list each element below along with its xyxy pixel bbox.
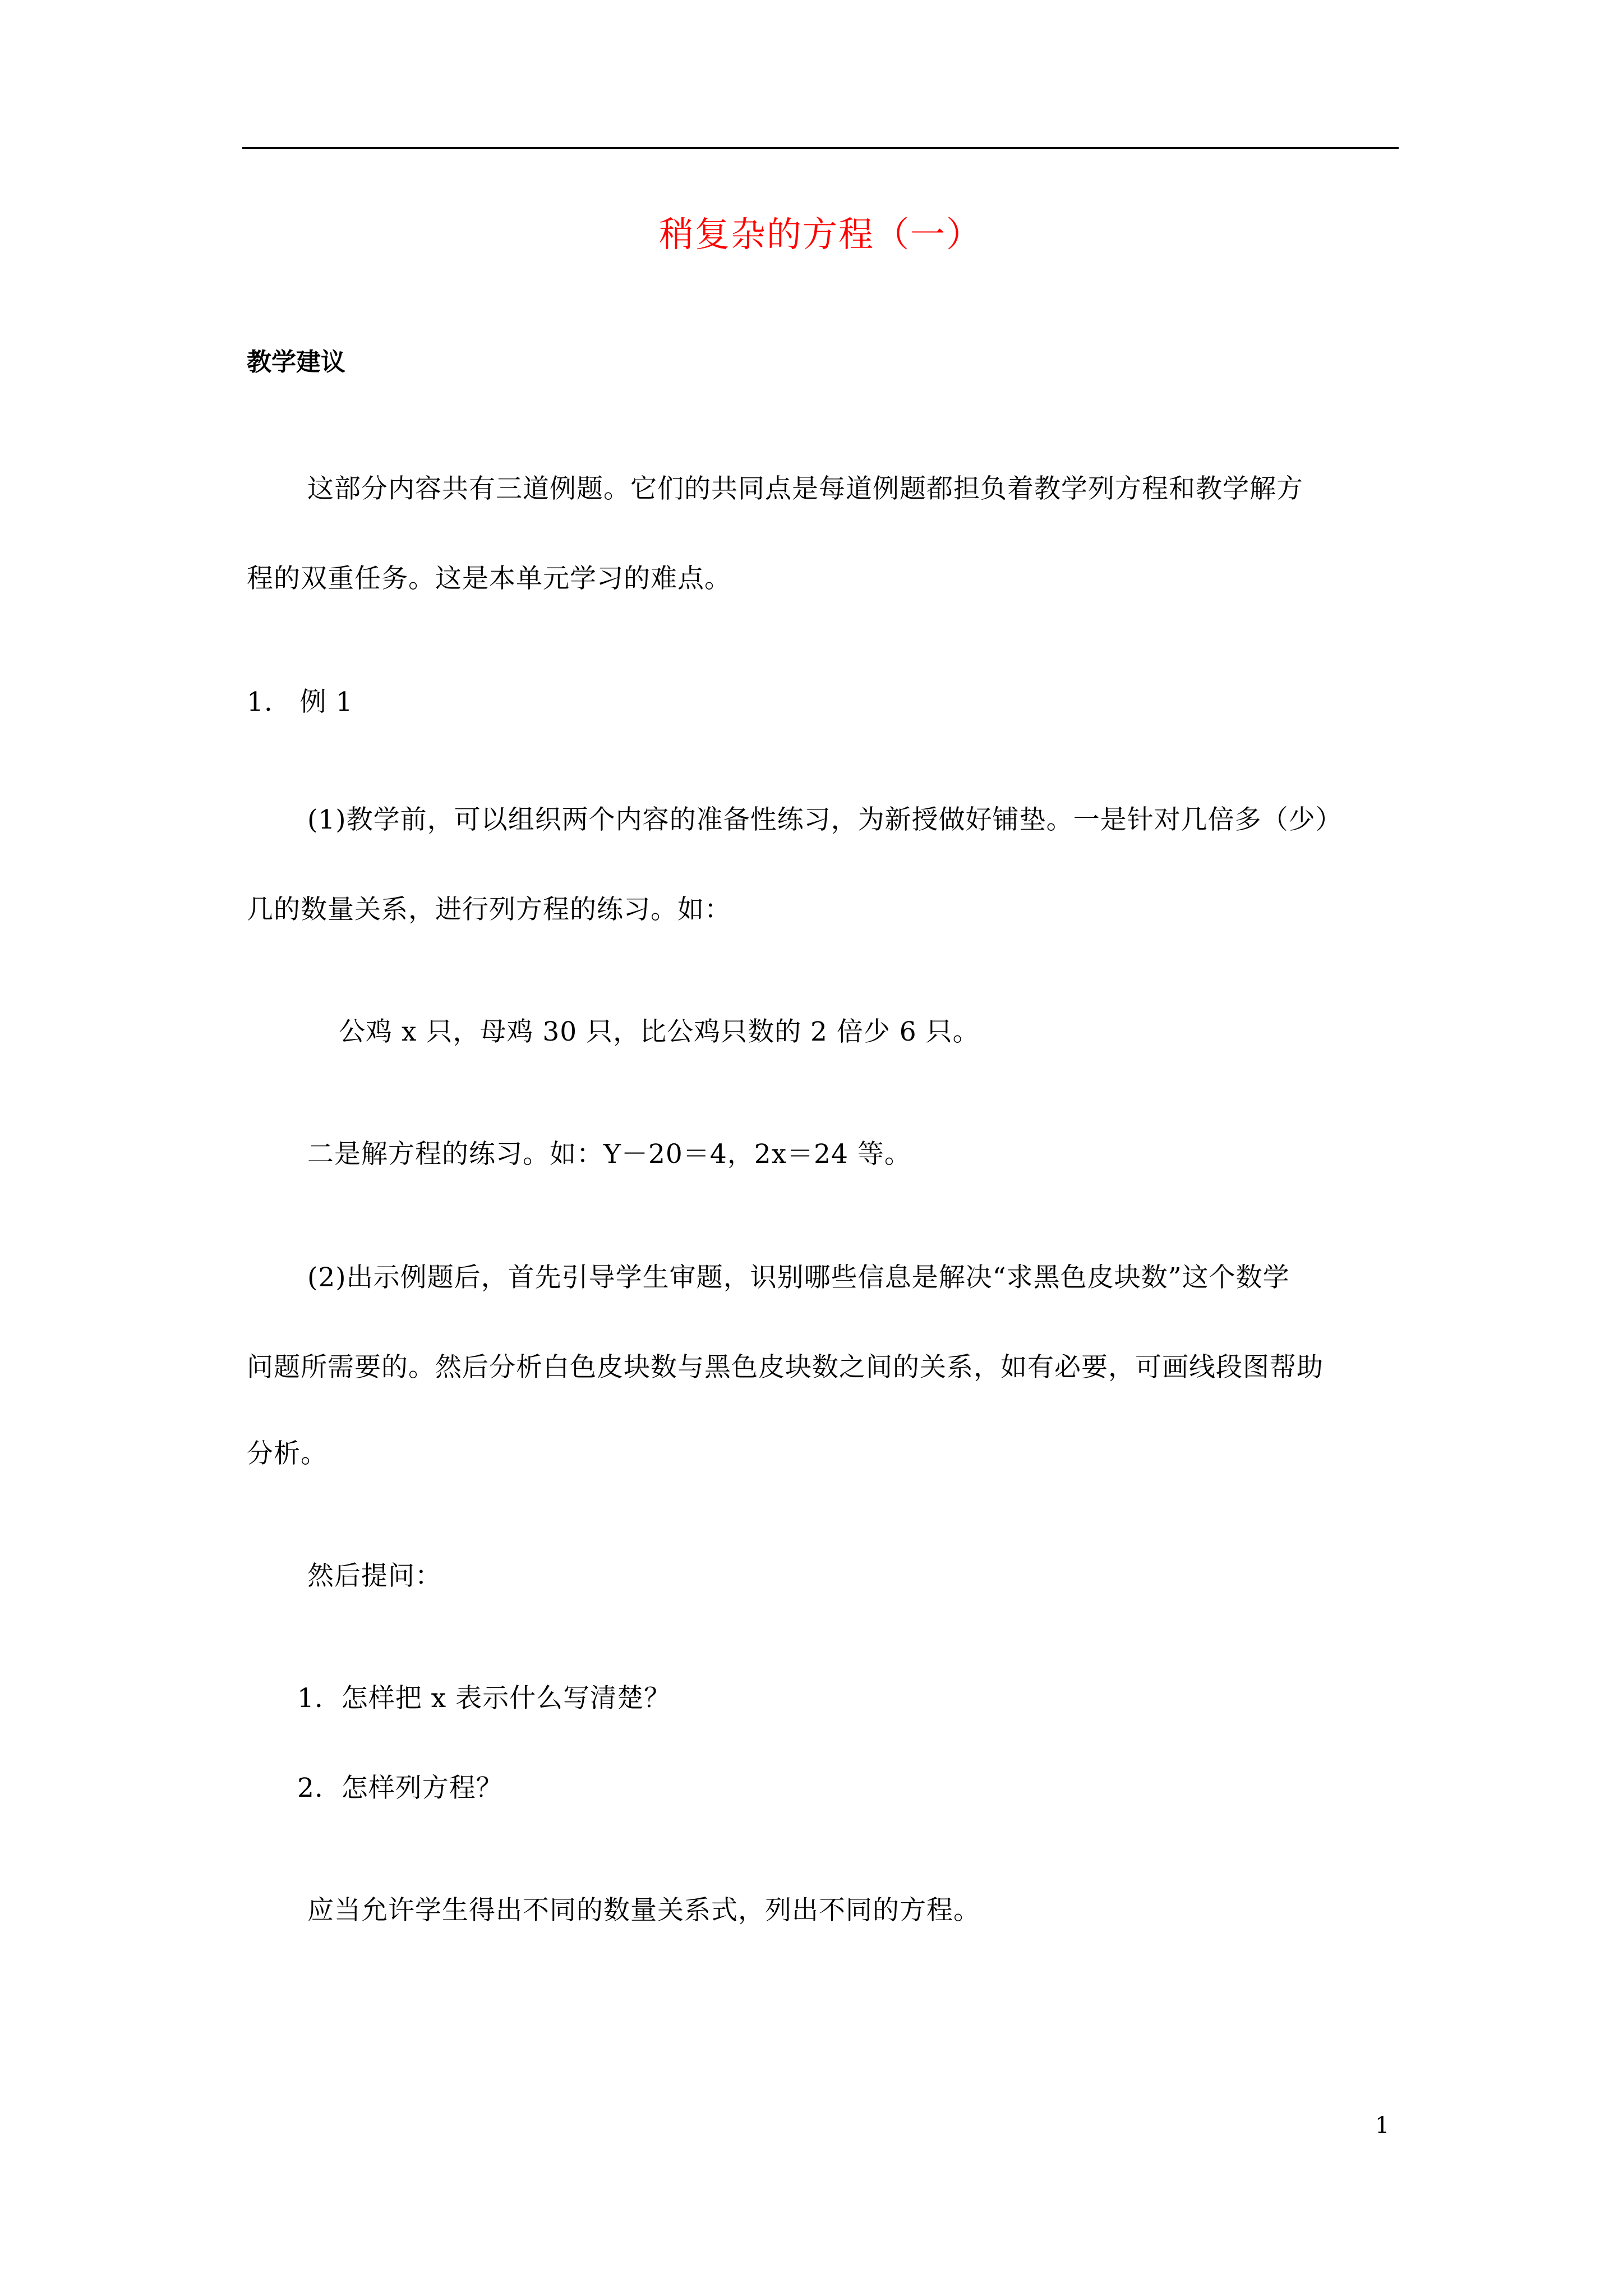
example-problem: 公鸡 x 只，母鸡 30 只，比公鸡只数的 2 倍少 6 只。 xyxy=(339,1016,980,1047)
question-2: 2. 怎样列方程？ xyxy=(297,1773,503,1803)
point-2-line-1: (2)出示例题后，首先引导学生审题，识别哪些信息是解决“求黑色皮块数”这个数学 xyxy=(307,1262,1290,1293)
equation-practice: 二是解方程的练习。如：Y－20＝4，2x＝24 等。 xyxy=(307,1139,911,1170)
example-1-heading: 1. 例 1 xyxy=(247,687,353,717)
point-1-line-2: 几的数量关系，进行列方程的练习。如： xyxy=(247,894,731,925)
point-2-line-3: 分析。 xyxy=(247,1438,328,1469)
point-1-line-1: (1)教学前，可以组织两个内容的准备性练习，为新授做好铺垫。一是针对几倍多（少） xyxy=(307,804,1343,835)
page-number: 1 xyxy=(1375,2113,1390,2138)
point-2-line-2: 问题所需要的。然后分析白色皮块数与黑色皮块数之间的关系，如有必要，可画线段图帮助 xyxy=(247,1352,1324,1383)
then-ask: 然后提问： xyxy=(307,1561,442,1591)
intro-line-1: 这部分内容共有三道例题。它们的共同点是每道例题都担负着教学列方程和教学解方 xyxy=(307,473,1303,504)
header-rule xyxy=(242,147,1399,149)
document-title: 稍复杂的方程（一） xyxy=(658,214,982,255)
question-1: 1. 怎样把 x 表示什么写清楚？ xyxy=(297,1683,671,1714)
conclusion: 应当允许学生得出不同的数量关系式，列出不同的方程。 xyxy=(307,1895,980,1926)
intro-line-2: 程的双重任务。这是本单元学习的难点。 xyxy=(247,563,731,594)
section-heading: 教学建议 xyxy=(247,348,345,376)
